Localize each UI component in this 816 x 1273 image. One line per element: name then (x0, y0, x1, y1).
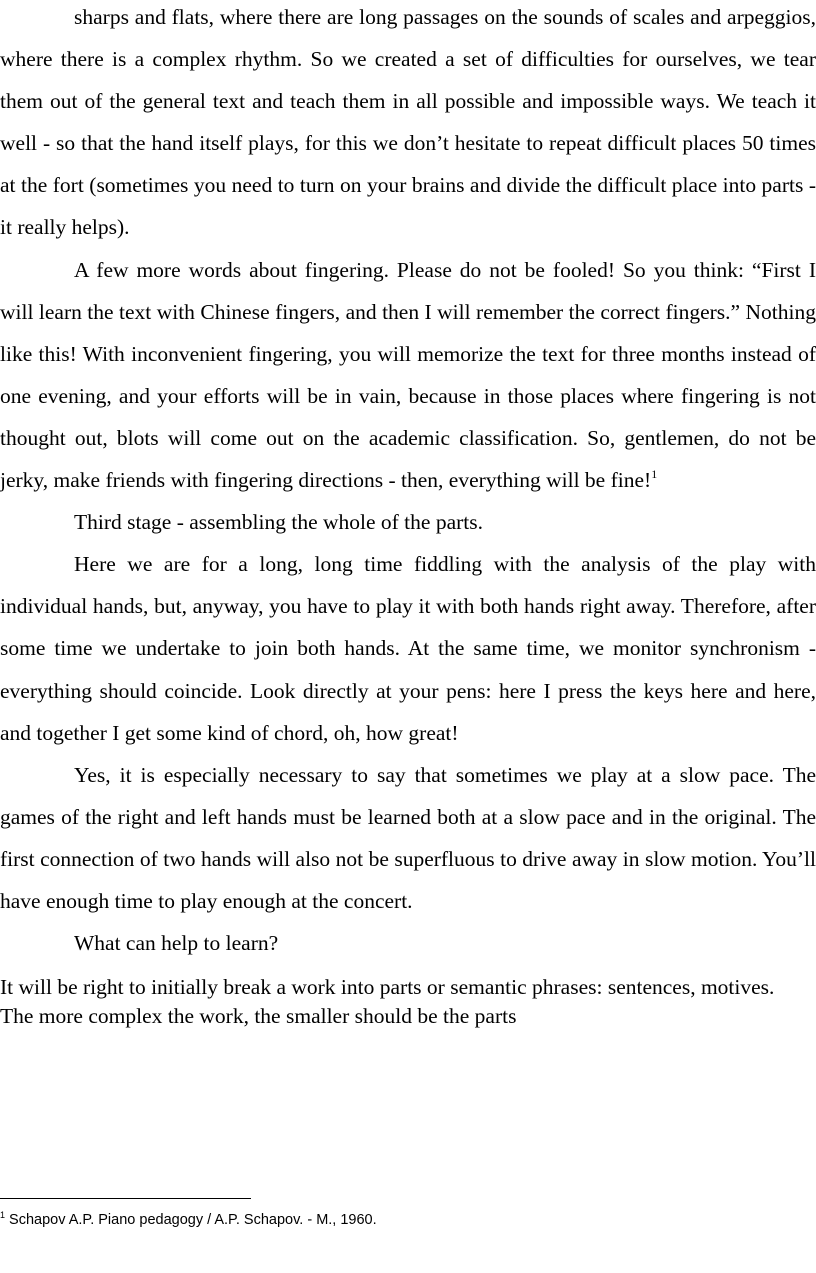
footnote-marker: 1 (0, 1210, 6, 1220)
paragraph-fingering-text: A few more words about fingering. Please do not be fooled! So you think: “First I will learn the text with Chinese fingers, and then I will remember the correct fingers.” Nothing like this! With inconvenient fingering, you will memorize the text for three months instead of one evening, and your efforts will be in vain, because in those places where fingering is not thought out, blots will come out on the academic classification. So, gentlemen, do not be jerky, make friends with fingering directions - then, everything will be fine! (0, 257, 816, 493)
paragraph-slow-pace: Yes, it is especially necessary to say that sometimes we play at a slow pace. The games of the right and left hands must be learned both at a slow pace and in the original. The first connection of two hands will also not be superfluous to drive away in slow motion. You’ll have enough time to play enough at the concert. (0, 762, 816, 913)
footnote-reference: 1 (651, 467, 658, 482)
paragraph-break-into-parts: It will be right to initially break a work into parts or semantic phrases: sentences, motives. The more complex the work, the smaller should be the parts (0, 975, 775, 1029)
paragraph-what-helps: What can help to learn? (74, 931, 279, 956)
paragraph-third-stage: Third stage - assembling the whole of the parts. (74, 510, 483, 535)
footnote (0, 1210, 800, 1230)
footnote-text: Schapov A.P. Piano pedagogy / A.P. Schapov. - M., 1960. (9, 1212, 377, 1228)
paragraph-fingering (0, 249, 816, 502)
footnote-divider (0, 1198, 251, 1199)
paragraph-both-hands: Here we are for a long, long time fiddling with the analysis of the play with individual hands, but, anyway, you have to play it with both hands right away. Therefore, after some time we undertake to join both hands. At the same time, we monitor synchronism - everything should coincide. Look directly at your pens: here I press the keys here and here, and together I get some kind of chord, oh, how great! (0, 552, 816, 745)
paragraph-difficult-places: sharps and flats, where there are long passages on the sounds of scales and arpeggios, where there is a complex rhythm. So we created a set of difficulties for ourselves, we tear them out of the general text and teach them in all possible and impossible ways. We teach it well - so that the hand itself plays, for this we don’t hesitate to repeat difficult places 50 times at the fort (sometimes you need to turn on your brains and divide the difficult place into parts - it really helps). (0, 5, 816, 240)
